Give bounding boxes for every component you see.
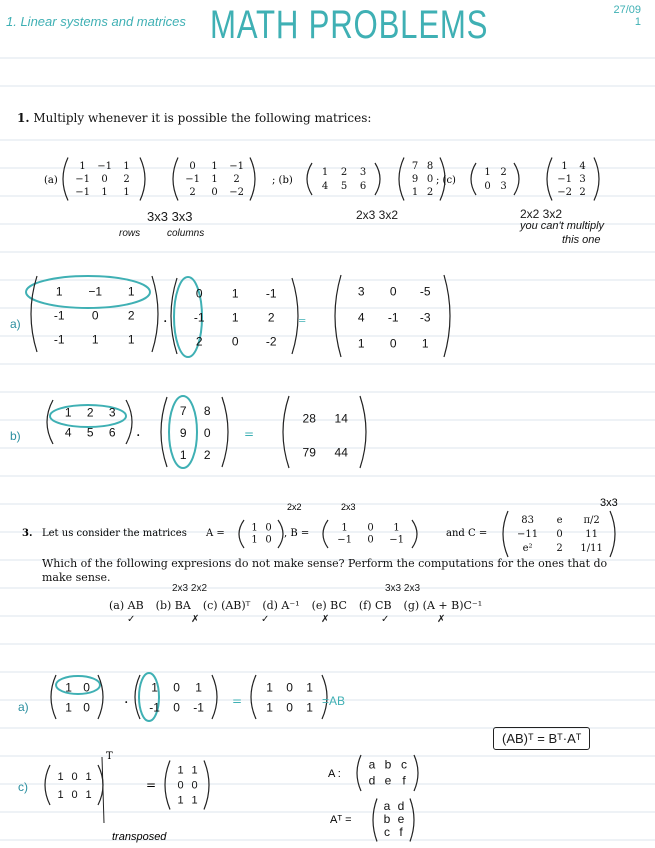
- matrix-B: [323, 520, 417, 548]
- matrix-entry: 1: [411, 186, 419, 198]
- option-7: (g) (A + B)C⁻¹: [403, 599, 483, 612]
- note-c-text2: this one: [562, 234, 601, 246]
- dim-A: 2x2: [287, 502, 302, 512]
- matrix-entry: 2: [127, 308, 135, 323]
- matrix-entry: c: [401, 757, 407, 772]
- label-A: A =: [206, 528, 225, 539]
- left-paren: [547, 158, 552, 201]
- matrix-c1: [471, 163, 519, 195]
- matrix-entry: 0: [286, 680, 293, 695]
- matrix-entry: 2: [426, 186, 434, 198]
- matrix-entry: 2: [195, 334, 203, 349]
- work-3c-result: [165, 761, 209, 810]
- cross-mark-icon: ✗: [321, 614, 330, 625]
- matrix-entry: −1: [75, 173, 90, 185]
- matrix-entry: 8: [426, 160, 434, 172]
- date: 27/09: [613, 4, 641, 16]
- matrix-entry: 1: [127, 284, 135, 299]
- matrix-entry: −1: [557, 173, 572, 185]
- matrix-entry: 3: [108, 405, 116, 420]
- dim-C: 3x3: [600, 497, 618, 509]
- matrix-entry: -5: [419, 284, 431, 299]
- right-paren: [152, 276, 158, 352]
- matrix-entry: 1: [321, 167, 329, 179]
- matrix-entry: 1: [65, 680, 72, 695]
- matrix-entry: 0: [286, 700, 293, 715]
- matrix-entry: d: [397, 798, 405, 813]
- matrix-entry: 2: [86, 405, 94, 420]
- matrix-C: [503, 511, 615, 557]
- work-3a-eq: =: [232, 694, 243, 708]
- matrix-entry: 3: [579, 173, 586, 185]
- right-paren: [610, 511, 615, 557]
- dim-B: 2x3: [341, 502, 356, 512]
- work-1b-m2: [161, 397, 228, 467]
- left-paren: [45, 765, 50, 805]
- note-a-rows: rows: [119, 228, 141, 239]
- matrix-entry: 6: [359, 181, 367, 193]
- matrix-entry: 1: [151, 680, 158, 695]
- matrix-entry: e: [397, 811, 405, 826]
- right-paren: [410, 799, 414, 842]
- subject-heading: 1. Linear systems and matrices: [6, 14, 186, 29]
- cross-mark-icon: ✗: [437, 614, 446, 625]
- matrix-entry: 1: [231, 310, 239, 325]
- left-paren: [323, 520, 328, 548]
- matrix-entry: a: [368, 757, 376, 772]
- matrix-entry: 0: [231, 334, 239, 349]
- matrix-entry: 1: [79, 160, 86, 172]
- matrix-entry: 1: [85, 788, 92, 801]
- left-paren: [173, 158, 178, 201]
- matrix-entry: 6: [108, 425, 116, 440]
- problem-3-options: [109, 599, 494, 612]
- matrix-entry: 4: [357, 310, 365, 325]
- matrix-entry: −1: [229, 160, 244, 172]
- page-title: MATH PROBLEMS: [210, 3, 489, 47]
- note-dims-ab: 2x3 2x2: [172, 583, 208, 594]
- matrix-entry: 2: [500, 167, 507, 179]
- matrix-entry: 2: [203, 447, 211, 462]
- left-paren: [283, 396, 289, 468]
- work-1b-label: b): [10, 429, 21, 443]
- matrix-entry: 0: [389, 284, 397, 299]
- matrix-entry: 1: [211, 173, 218, 185]
- option-5: (e) BC: [311, 599, 347, 612]
- matrix-entry: 0: [101, 173, 108, 185]
- right-paren: [594, 158, 599, 201]
- problem-3-question: [42, 557, 607, 585]
- matrix-A-letters: [357, 755, 418, 791]
- matrix-entry: 1: [64, 405, 72, 420]
- matrix-entry: d: [368, 773, 376, 788]
- work-1b-result: [283, 396, 366, 468]
- work-1a-m2: [171, 278, 298, 354]
- label-A-letters: A :: [328, 768, 341, 780]
- left-paren: [373, 799, 377, 842]
- matrix-b1: [307, 163, 380, 195]
- matrix-entry: 1/11: [580, 543, 603, 555]
- matrix-a1: [63, 158, 145, 201]
- note-a-dims: 3x3 3x3: [147, 209, 193, 224]
- matrix-entry: e: [556, 515, 563, 527]
- matrix-entry: 1: [91, 332, 99, 347]
- matrix-entry: 2: [267, 310, 275, 325]
- work-1b: [0, 388, 655, 478]
- note-dims-cb: 3x3 2x3: [385, 583, 421, 594]
- problem-3-statement: [0, 496, 655, 558]
- label-AT: Aᵀ =: [330, 814, 352, 826]
- matrix-entry: 0: [211, 186, 218, 198]
- matrix-entry: 0: [367, 534, 374, 546]
- label-C: and C =: [446, 528, 488, 539]
- left-paren: [47, 400, 53, 444]
- matrix-entry: 0: [177, 779, 184, 792]
- matrix-entry: 5: [86, 425, 94, 440]
- work-1a-dot: .: [163, 310, 168, 326]
- problem-3-text: Let us consider the matrices: [42, 528, 187, 539]
- note-a-cols: columns: [167, 228, 205, 239]
- right-paren: [126, 400, 132, 444]
- matrix-entry: −1: [97, 160, 112, 172]
- matrix-entry: 1: [484, 167, 491, 179]
- matrix-entry: 3: [359, 167, 367, 179]
- matrix-entry: −11: [517, 529, 539, 541]
- matrix-entry: e²: [522, 543, 533, 555]
- transposed-note: transposed: [112, 831, 167, 843]
- matrix-entry: 9: [179, 425, 187, 440]
- matrix-entry: 4: [579, 160, 586, 172]
- matrix-entry: 0: [484, 181, 491, 193]
- matrix-entry: −2: [229, 186, 244, 198]
- matrix-entry: 3: [357, 284, 365, 299]
- matrix-entry: 1: [393, 522, 400, 534]
- matrix-entry: 1: [55, 284, 63, 299]
- problem-1-matrices: [0, 150, 655, 210]
- matrix-entry: 83: [521, 515, 534, 527]
- matrix-entry: 1: [306, 680, 313, 695]
- cross-mark-icon: ✗: [191, 614, 200, 625]
- row-highlight-3a: [56, 676, 100, 694]
- matrix-entry: -1: [53, 308, 65, 323]
- matrix-entry: 8: [203, 403, 211, 418]
- matrix-entry: 2: [233, 173, 240, 185]
- matrix-entry: 1: [179, 447, 187, 462]
- left-paren: [399, 158, 404, 201]
- matrix-entry: 0: [426, 173, 434, 185]
- matrix-entry: 11: [585, 529, 598, 541]
- matrix-entry: 1: [266, 700, 273, 715]
- matrix-entry: 1: [266, 680, 273, 695]
- matrix-entry: 3: [500, 181, 507, 193]
- matrix-entry: -3: [419, 310, 431, 325]
- matrix-entry: −1: [389, 534, 404, 546]
- matrix-entry: 79: [302, 445, 316, 460]
- matrix-entry: −1: [337, 534, 352, 546]
- matrix-entry: 1: [65, 700, 72, 715]
- matrix-entry: 1: [191, 764, 198, 777]
- work-1a-result: [335, 275, 450, 357]
- page-number: 1: [634, 16, 641, 28]
- matrix-entry: 0: [71, 788, 78, 801]
- left-paren: [161, 397, 167, 467]
- matrix-entry: 1: [123, 160, 130, 172]
- problem-1-text: Multiply whenever it is possible the following matrices:: [33, 111, 372, 125]
- identity-box: (AB)ᵀ = Bᵀ·Aᵀ: [493, 727, 590, 750]
- work-1a: [0, 262, 655, 372]
- matrix-AT-letters: [373, 799, 414, 842]
- option-6: (f) CB: [358, 599, 392, 612]
- label-a: (a): [44, 175, 58, 186]
- work-1a-m1: [31, 276, 158, 352]
- work-1a-eq: =: [298, 316, 307, 327]
- matrix-entry: 0: [389, 336, 397, 351]
- date-page: [613, 4, 641, 28]
- option-1: (a) AB: [109, 599, 144, 612]
- matrix-entry: b: [383, 811, 391, 826]
- matrix-entry: π/2: [583, 515, 600, 527]
- matrix-entry: 0: [83, 680, 90, 695]
- matrix-entry: 0: [191, 779, 198, 792]
- work-3a: [0, 665, 655, 735]
- work-3a-result: [251, 675, 327, 719]
- matrix-a2: [173, 158, 255, 201]
- matrix-entry: 2: [123, 173, 130, 185]
- right-paren: [514, 163, 519, 195]
- matrix-entry: 1: [57, 770, 64, 783]
- option-2: (b) BA: [155, 599, 191, 612]
- left-paren: [51, 675, 56, 719]
- matrix-entry: -1: [193, 700, 204, 715]
- right-paren: [212, 675, 217, 719]
- matrix-entry: 1: [177, 794, 184, 807]
- matrix-entry: -1: [149, 700, 160, 715]
- matrix-entry: 1: [57, 788, 64, 801]
- work-3a-dot: .: [124, 691, 129, 707]
- problem-1-statement: [17, 111, 371, 125]
- matrix-entry: 1: [127, 332, 135, 347]
- matrix-entry: 0: [556, 529, 563, 541]
- work-3c-eq: =: [146, 778, 157, 792]
- matrix-entry: 0: [71, 770, 78, 783]
- matrix-entry: 1: [123, 186, 130, 198]
- matrix-entry: 1: [357, 336, 365, 351]
- right-paren: [204, 761, 209, 810]
- matrix-entry: 0: [367, 522, 374, 534]
- matrix-entry: 7: [411, 160, 419, 172]
- right-paren: [140, 158, 145, 201]
- note-c-text1: you can't multiply: [520, 220, 605, 232]
- right-paren: [278, 520, 283, 548]
- matrix-entry: 0: [265, 522, 272, 534]
- left-paren: [251, 675, 256, 719]
- problem-3-number: 3.: [22, 528, 33, 539]
- matrix-entry: 0: [83, 700, 90, 715]
- matrix-entry: 1: [211, 160, 218, 172]
- matrix-entry: f: [399, 824, 403, 839]
- matrix-entry: 0: [91, 308, 99, 323]
- left-paren: [335, 275, 341, 357]
- right-paren: [444, 275, 450, 357]
- note-c-dims: 2x2 3x2: [520, 207, 563, 221]
- work-3c-label: c): [18, 780, 28, 794]
- work-1a-label: a): [10, 317, 21, 331]
- question-line-1: Which of the following expresions do not make sense? Perform the computations for the ones that do: [42, 557, 608, 570]
- result-name: =AB: [322, 694, 346, 708]
- matrix-entry: 1: [251, 522, 258, 534]
- matrix-entry: −2: [557, 186, 572, 198]
- matrix-c2: [547, 158, 599, 201]
- matrix-entry: 7: [179, 403, 187, 418]
- left-paren: [165, 761, 170, 810]
- check-mark-icon: ✓: [127, 614, 136, 625]
- left-paren: [503, 511, 508, 557]
- left-paren: [63, 158, 68, 201]
- left-paren: [239, 520, 244, 548]
- matrix-entry: a: [383, 798, 391, 813]
- matrix-entry: 14: [334, 411, 348, 426]
- matrix-entry: 4: [64, 425, 72, 440]
- option-4: (d) A⁻¹: [262, 599, 300, 612]
- transpose-sup: T: [106, 751, 113, 762]
- matrix-entry: 2: [556, 543, 563, 555]
- matrix-entry: 1: [177, 764, 184, 777]
- matrix-entry: 0: [265, 534, 272, 546]
- check-mark-icon: ✓: [261, 614, 270, 625]
- matrix-entry: 1: [341, 522, 348, 534]
- matrix-entry: 0: [203, 425, 211, 440]
- matrix-entry: c: [384, 824, 390, 839]
- matrix-entry: f: [402, 773, 406, 788]
- work-3c-matrix: [45, 765, 103, 805]
- matrix-entry: 1: [231, 286, 239, 301]
- label-B: , B =: [284, 528, 310, 539]
- left-paren: [471, 163, 476, 195]
- matrix-entry: 5: [340, 181, 348, 193]
- matrix-entry: 1: [101, 186, 108, 198]
- matrix-entry: 44: [334, 445, 348, 460]
- matrix-entry: -2: [265, 334, 277, 349]
- right-paren: [375, 163, 380, 195]
- matrix-entry: −1: [88, 284, 103, 299]
- label-c: ; (c): [436, 175, 456, 186]
- matrix-entry: 9: [411, 173, 419, 185]
- work-3a-m2: [135, 675, 217, 719]
- matrix-entry: 1: [561, 160, 568, 172]
- matrix-entry: 0: [173, 680, 180, 695]
- right-paren: [412, 520, 417, 548]
- matrix-entry: 1: [195, 680, 202, 695]
- check-mark-icon: ✓: [381, 614, 390, 625]
- matrix-entry: 0: [173, 700, 180, 715]
- matrix-entry: −1: [75, 186, 90, 198]
- matrix-entry: 2: [340, 167, 348, 179]
- work-3a-label: a): [18, 700, 29, 714]
- matrix-entry: e: [384, 773, 392, 788]
- right-paren: [414, 755, 418, 791]
- matrix-entry: -1: [53, 332, 65, 347]
- matrix-entry: b: [384, 757, 392, 772]
- matrix-entry: 1: [306, 700, 313, 715]
- matrix-entry: 1: [191, 794, 198, 807]
- matrix-entry: 0: [195, 286, 203, 301]
- matrix-entry: -1: [265, 286, 277, 301]
- right-paren: [360, 396, 366, 468]
- matrix-entry: 28: [302, 411, 316, 426]
- right-paren: [222, 397, 228, 467]
- label-b: ; (b): [272, 175, 293, 186]
- work-1b-eq: =: [244, 427, 255, 441]
- work-1b-dot: .: [136, 424, 141, 440]
- question-line-2: make sense.: [42, 571, 111, 584]
- left-paren: [31, 276, 37, 352]
- matrix-entry: 0: [189, 160, 196, 172]
- matrix-A: [239, 520, 283, 548]
- matrix-entry: -1: [193, 310, 205, 325]
- matrix-entry: -1: [387, 310, 399, 325]
- problem-1-number: 1.: [17, 111, 30, 125]
- matrix-entry: 4: [321, 181, 329, 193]
- option-3: (c) (AB)ᵀ: [202, 599, 251, 612]
- note-b-dims: 2x3 3x2: [356, 208, 399, 222]
- matrix-entry: 2: [189, 186, 196, 198]
- matrix-entry: 2: [579, 186, 586, 198]
- matrix-entry: −1: [185, 173, 200, 185]
- matrix-entry: 1: [85, 770, 92, 783]
- matrix-entry: 1: [251, 534, 258, 546]
- left-paren: [307, 163, 312, 195]
- left-paren: [357, 755, 361, 791]
- work-3c: [0, 745, 655, 848]
- matrix-entry: 1: [421, 336, 429, 351]
- right-paren: [250, 158, 255, 201]
